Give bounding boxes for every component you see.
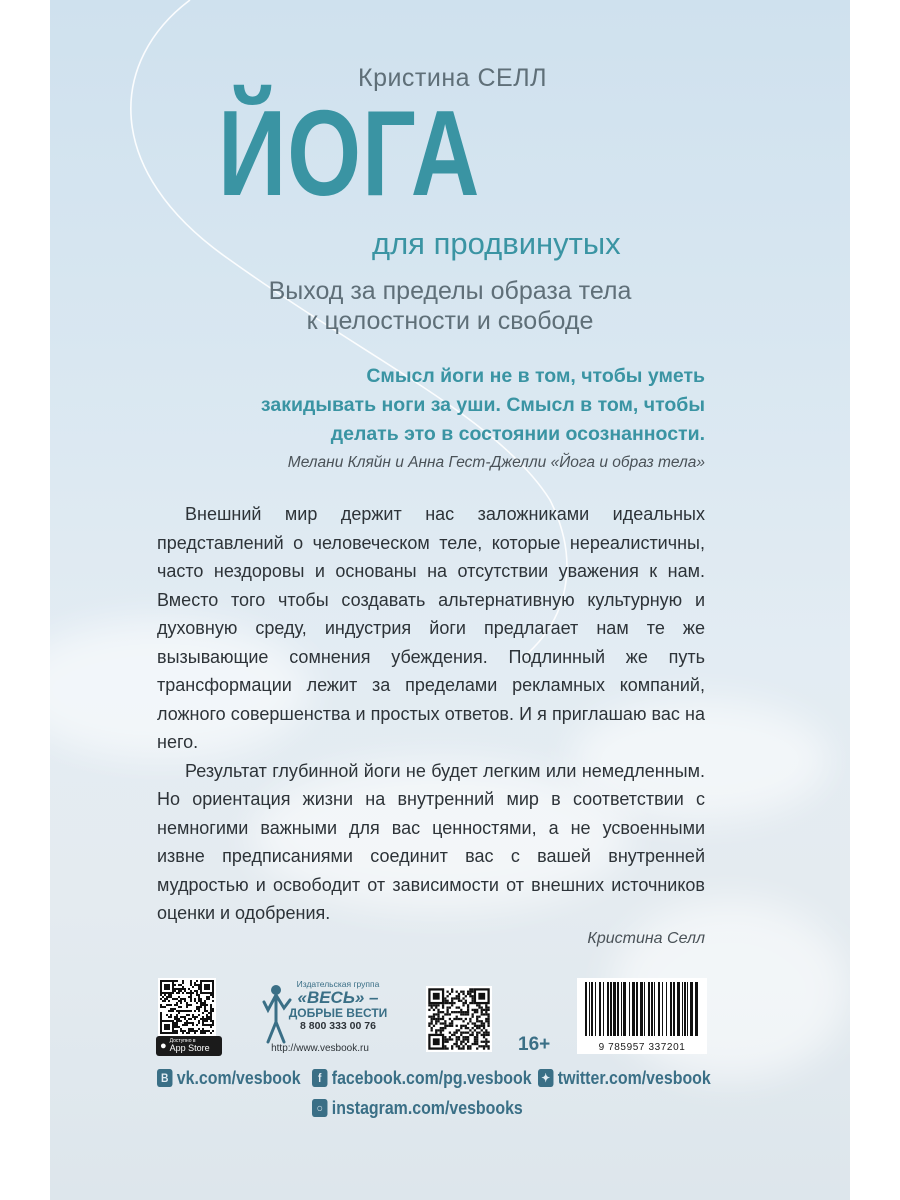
- book-back-cover: [50, 0, 850, 1200]
- qr-code-icon: [426, 986, 492, 1052]
- facebook-link[interactable]: [312, 1067, 532, 1089]
- quote-source: Мелани Кляйн и Анна Гест-Джелли «Йога и образ тела»: [287, 454, 705, 471]
- instagram-link[interactable]: [312, 1097, 523, 1119]
- quote-line: делать это в состоянии осознанности.: [330, 423, 705, 445]
- twitter-link-label: twitter.com/vesbook: [557, 1067, 711, 1088]
- barcode-icon: [577, 978, 707, 1054]
- publisher-url[interactable]: http://www.vesbook.ru: [271, 1043, 369, 1054]
- book-tagline: [170, 276, 730, 336]
- facebook-icon: f: [312, 1069, 327, 1087]
- tagline-line: Выход за пределы образа тела: [268, 277, 632, 305]
- twitter-link[interactable]: [538, 1067, 711, 1089]
- app-store-label: App Store: [169, 1043, 210, 1053]
- isbn-number: 9 785957 337201: [598, 1042, 686, 1053]
- author-name: Кристина СЕЛЛ: [358, 64, 548, 92]
- instagram-link-label: instagram.com/vesbooks: [331, 1097, 523, 1118]
- publisher-phone: 8 800 333 00 76: [300, 1020, 376, 1033]
- epigraph-quote: [205, 362, 705, 449]
- instagram-icon: ○: [312, 1099, 327, 1117]
- quote-line: Смысл йоги не в том, чтобы уметь: [366, 365, 705, 387]
- publisher-slogan: ДОБРЫЕ ВЕСТИ: [288, 1005, 388, 1020]
- twitter-icon: ✦: [538, 1069, 553, 1087]
- vk-link[interactable]: [157, 1067, 301, 1089]
- book-subtitle: для продвинутых: [372, 226, 621, 261]
- publisher-block: [288, 980, 388, 1032]
- author-signature: Кристина Селл: [587, 930, 705, 947]
- quote-line: закидывать ноги за уши. Смысл в том, чтобы: [260, 394, 705, 416]
- apple-icon: ●: [160, 1040, 167, 1052]
- facebook-link-label: facebook.com/pg.vesbook: [331, 1067, 532, 1088]
- app-store-small-label: Доступно в: [169, 1038, 196, 1044]
- publisher-group-label: Издательская группа: [296, 979, 380, 989]
- book-title: ЙОГА: [218, 85, 481, 221]
- app-store-badge: [156, 1036, 222, 1056]
- body-paragraph: Внешний мир держит нас заложниками идеальных представлений о человеческом теле, которые нереалистичны, часто нездоровы и основаны на отсутствии уважения к нам. Вместо того чтобы создавать альтернативную культурную и духовную среду, индустрия йоги предлагает нам те же вызывающие сомнения убеждения. Подлинный же путь трансформации лежит за пределами рекламных компаний, ложного совершенства и простых ответов. И я приглашаю вас на него.: [157, 504, 705, 752]
- vk-icon: В: [157, 1069, 172, 1087]
- body-paragraph: Результат глубинной йоги не будет легким или немедленным. Но ориентация жизни на внутренний мир в соответствии с немногими важными для вас ценностями, а не усвоенными извне предписаниями соединит вас с вашей внутренней мудростью и освободит от зависимости от внешних источников оценки и одобрения.: [157, 760, 705, 923]
- vk-link-label: vk.com/vesbook: [176, 1067, 301, 1088]
- tagline-line: к целостности и свободе: [306, 307, 594, 335]
- annotation-text: [157, 500, 705, 928]
- qr-code-icon: [158, 978, 216, 1036]
- publisher-name: «ВЕСЬ» –: [297, 987, 379, 1007]
- age-rating: 16+: [518, 1034, 551, 1055]
